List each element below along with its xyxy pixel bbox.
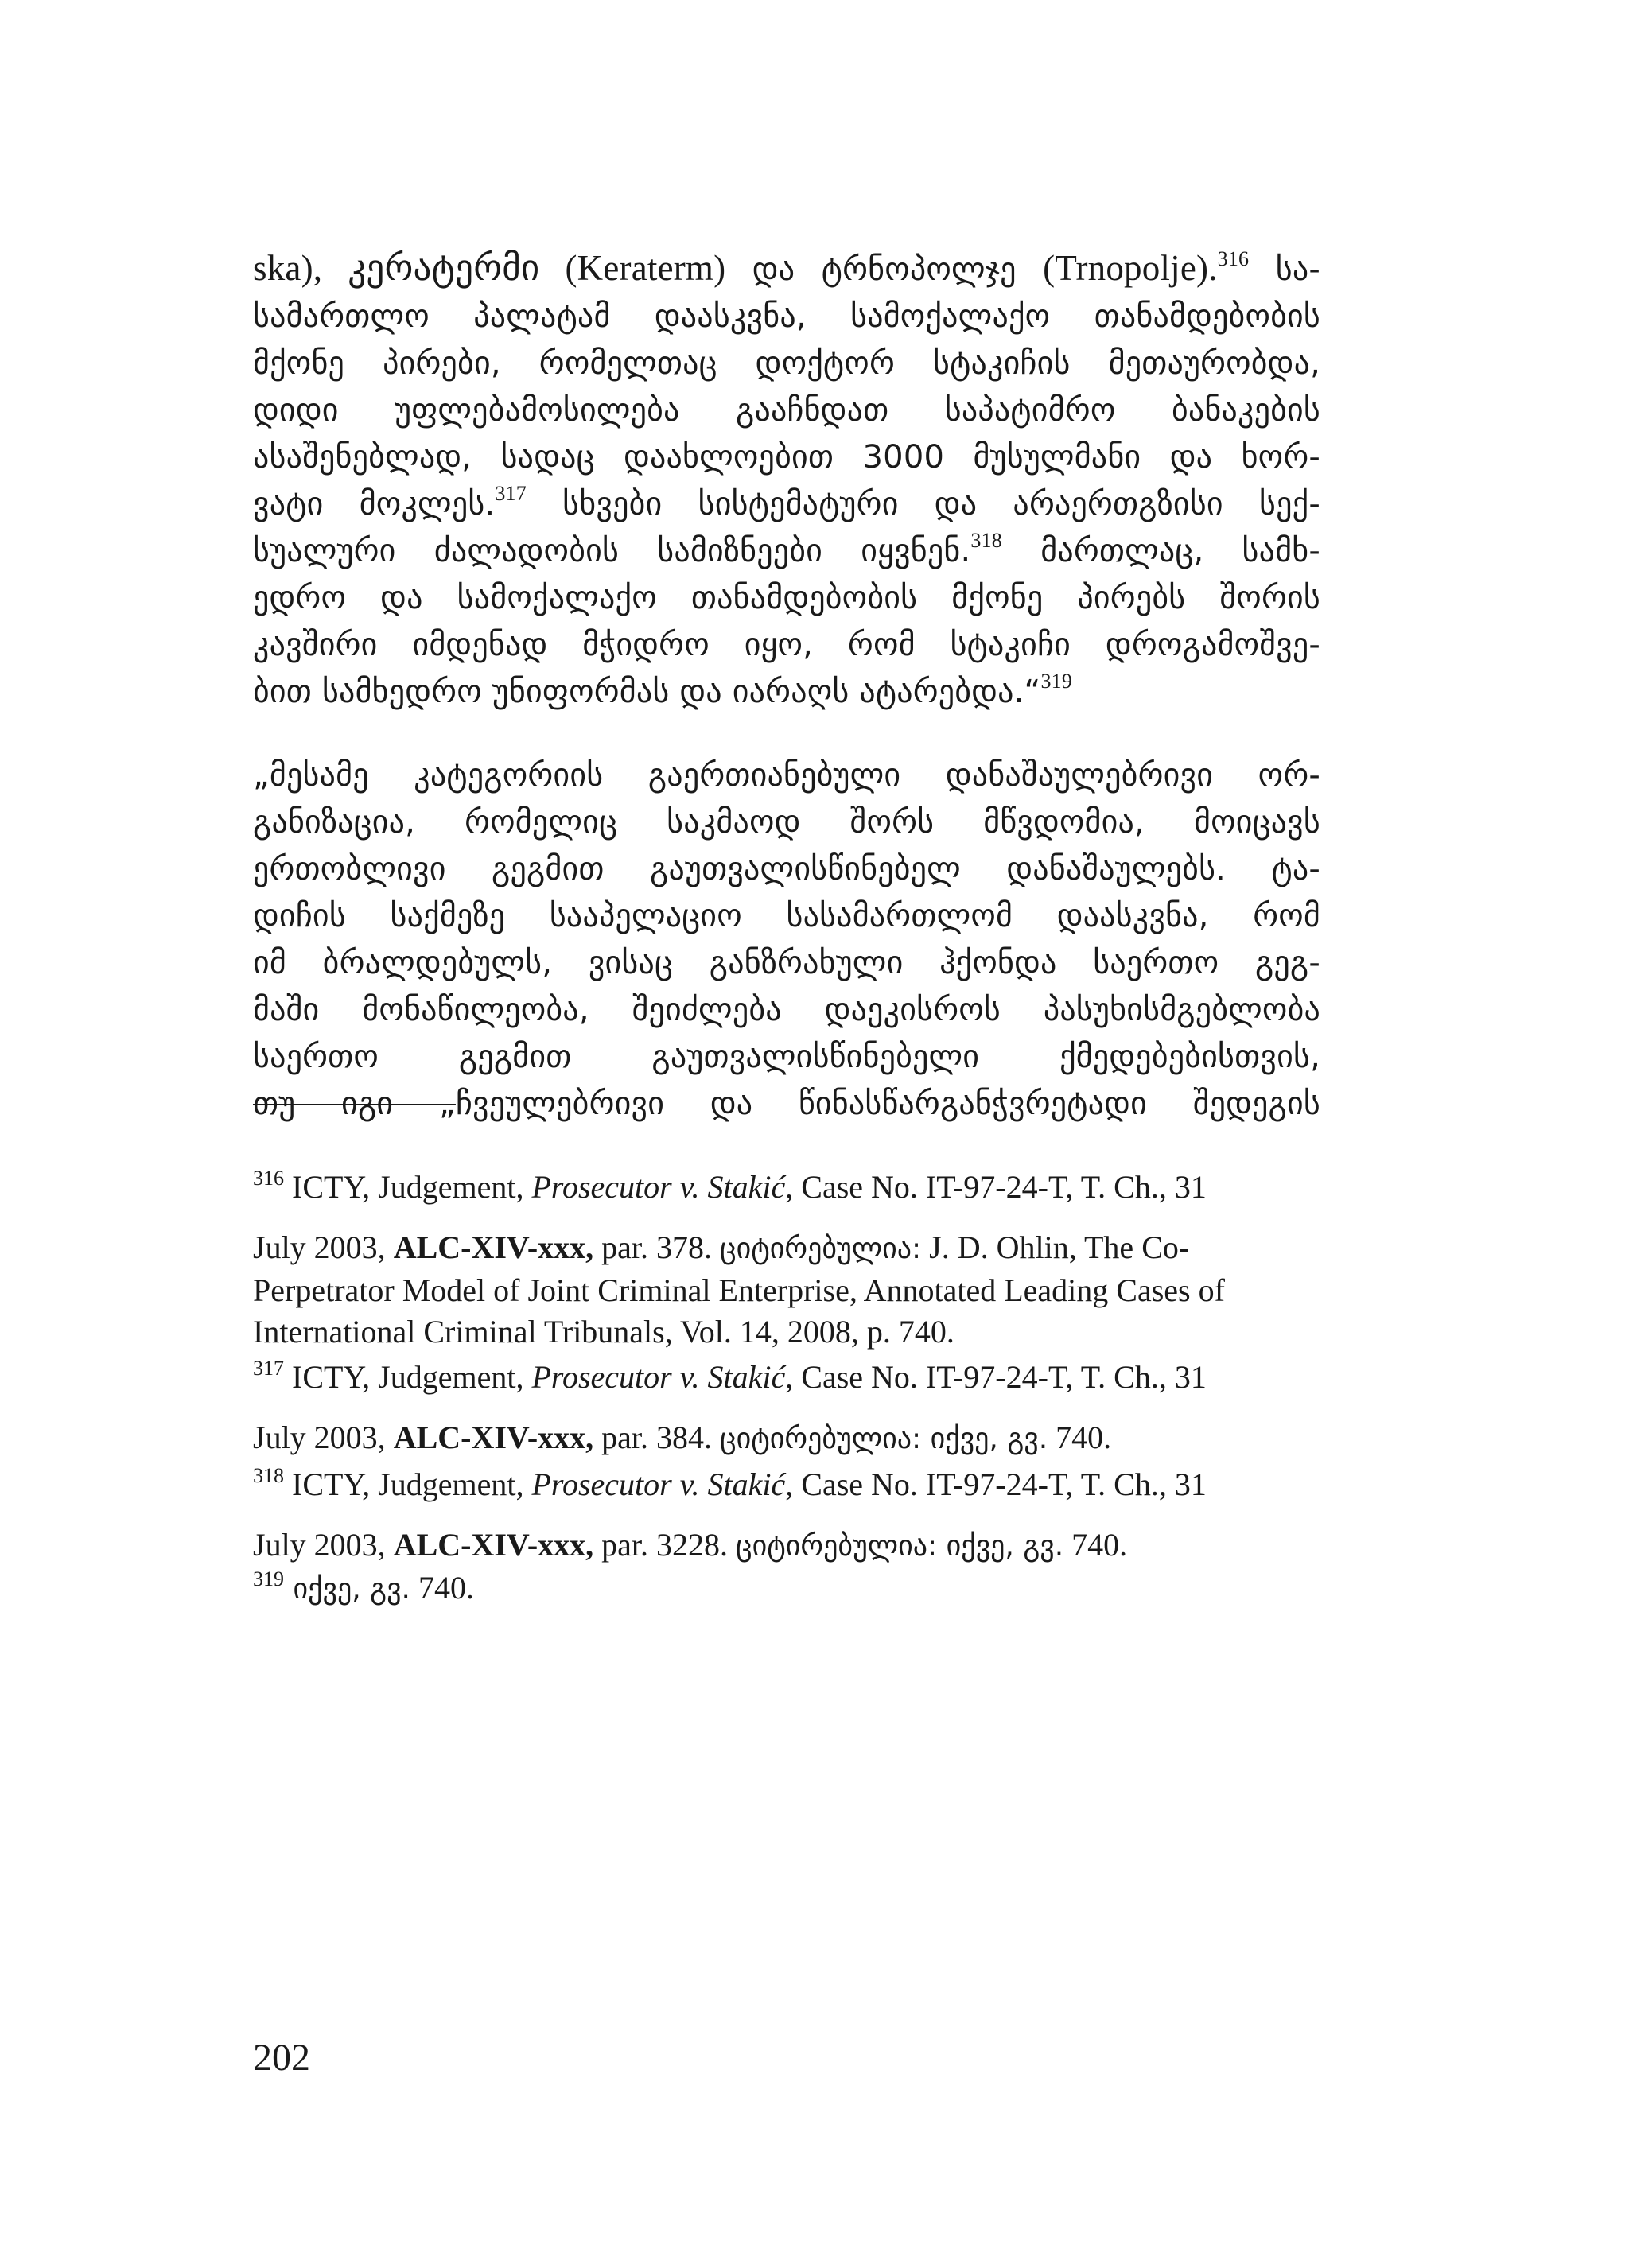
footnote-ref-318[interactable]: 318 [970,529,1003,552]
text-run: სა- [1249,251,1320,288]
case-name: Prosecutor v. Stakić [531,1169,786,1205]
footnote-316-line-3: Perpetrator Model of Joint Criminal Enterprise, Annotated Leading Cases of [253,1272,1225,1308]
case-name: Prosecutor v. Stakić [531,1359,786,1395]
text-run: July 2003, [253,1527,394,1563]
text-run: , Case No. IT-97-24-T, T. Ch., 31 [785,1359,1207,1395]
text-run: (Trnopolje). [1043,248,1218,288]
footnotes [253,1163,1320,1613]
p1-line-10 [253,669,1320,716]
text-run: 740. [1048,1419,1112,1455]
text-run: ვატი მოკლეს. [253,486,496,522]
footnote-number: 318 [253,1464,284,1487]
text-run: July 2003, [253,1229,394,1265]
text-run: ციტირებულია: [720,1233,922,1265]
p2-line-5: იმ ბრალდებულს, ვისაც განზრახული ჰქონდა საერთო გეგ- [253,945,1320,981]
p1-line-1 [253,245,1320,293]
text-run: იქვე, გვ. [284,1573,410,1606]
footnote-318-line-2 [253,1524,1320,1567]
text-run: მართლაც, სამხ- [1002,533,1320,569]
text-run: ჩვეულებრივი და წინასწარგანჭვრეტადი შედეგის [455,1085,1320,1122]
p1-line-3: მქონე პირები, რომელთაც დოქტორ სტაკიჩის მეთაურობდა, [253,345,1320,382]
footnote-316-line-2 [253,1227,1320,1270]
text-run: (Keraterm) [565,248,726,288]
text-run: J. D. Ohlin, The Co- [921,1229,1190,1265]
footnote-number: 316 [253,1167,284,1190]
text-run: par. 384. [593,1419,721,1455]
page-number: 202 [253,2037,310,2079]
footnote-318 [253,1460,1320,1513]
p1-line-4: დიდი უფლებამოსილება გააჩნდათ საპატიმრო ბანაკების [253,392,1320,429]
case-name: Prosecutor v. Stakić [531,1466,786,1502]
footnote-317-line-2 [253,1417,1320,1460]
strikethrough-text: თუ იგი „ [253,1085,456,1122]
p2-line-4: დიჩის საქმეზე სააპელაციო სასამართლომ დაასკვნა, რომ [253,898,1320,934]
text-run: სუალური ძალადობის სამიზნეები იყვნენ. [253,533,971,569]
footnote-ref-316[interactable]: 316 [1217,247,1250,270]
p1-line-5: ასაშენებლად, სადაც დაახლოებით 3000 მუსულმანი და ხორ- [253,439,1320,476]
text-run: და ტრნოპოლჯე [725,251,1044,288]
text-run: ICTY, Judgement, [284,1169,532,1205]
text-run: ICTY, Judgement, [284,1466,532,1502]
text-run: par. 378. [593,1229,721,1265]
p2-line-3: ერთობლივი გეგმით გაუთვალისწინებელ დანაშაულებს. ტა- [253,851,1320,887]
main-text [253,245,1320,1128]
text-run: , Case No. IT-97-24-T, T. Ch., 31 [785,1169,1207,1205]
p2-line-1: „მესამე კატეგორიის გაერთიანებული დანაშაულებრივი ორ- [253,757,1320,794]
footnote-number: 317 [253,1357,284,1380]
text-run: ska), კერატერმი [253,248,566,288]
text-run: 740. [1063,1527,1128,1563]
text-run: ICTY, Judgement, [284,1359,532,1395]
text-run: ციტირებულია: იქვე, გვ. [720,1423,1048,1455]
p1-line-6 [253,481,1320,528]
citation-code: ALC-XIV-xxx, [393,1419,594,1455]
footnote-316-line-4: International Criminal Tribunals, Vol. 14, 2008, p. 740. [253,1314,954,1350]
text-run: , Case No. IT-97-24-T, T. Ch., 31 [785,1466,1207,1502]
paragraph-2 [253,752,1320,1128]
footnote-ref-319[interactable]: 319 [1040,670,1073,693]
citation-code: ALC-XIV-xxx, [393,1527,594,1563]
paragraph-1 [253,245,1320,716]
text-run: ბით სამხედრო უნიფორმას და იარაღს ატარებდა.“ [253,674,1041,710]
p1-line-8: ედრო და სამოქალაქო თანამდებობის მქონე პირებს შორის [253,580,1320,616]
citation-code: ALC-XIV-xxx, [393,1229,594,1265]
text-run: ციტირებულია: იქვე, გვ. [736,1530,1064,1563]
footnote-316 [253,1163,1320,1216]
footnote-ref-317[interactable]: 317 [495,482,527,505]
p1-line-9: კავშირი იმდენად მჭიდრო იყო, რომ სტაკიჩი დროგამოშვე- [253,627,1320,663]
text-run: July 2003, [253,1419,394,1455]
footnote-317 [253,1353,1320,1406]
p2-line-8 [253,1081,1320,1128]
p1-line-2: სამართლო პალატამ დაასკვნა, სამოქალაქო თანამდებობის [253,298,1320,335]
footnote-number: 319 [253,1567,284,1590]
p2-line-6: მაში მონაწილეობა, შეიძლება დაეკისროს პასუხისმგებლობა [253,992,1320,1028]
footnote-319 [253,1567,1320,1613]
p2-line-7: საერთო გეგმით გაუთვალისწინებელი ქმედებებისთვის, [253,1039,1320,1075]
p2-line-2: განიზაცია, რომელიც საკმაოდ შორს მწვდომია, მოიცავს [253,804,1320,841]
text-run: სხვები სისტემატური და არაერთგზისი სექ- [526,486,1320,522]
text-run: 740. [410,1570,474,1606]
p1-line-7 [253,528,1320,575]
text-run: par. 3228. [593,1527,737,1563]
